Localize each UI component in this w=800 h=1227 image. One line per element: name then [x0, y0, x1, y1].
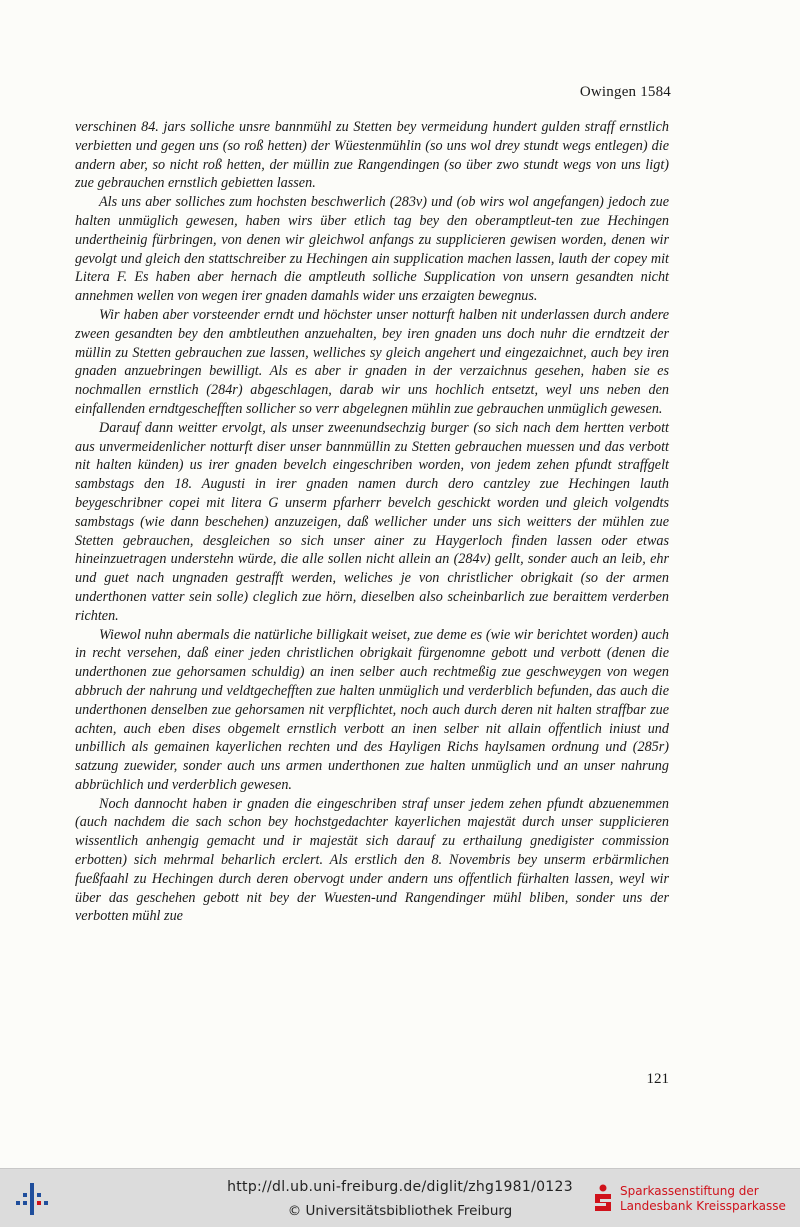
document-url[interactable]: http://dl.ub.uni-freiburg.de/diglit/zhg1981/0123 — [227, 1179, 573, 1195]
paragraph-5: Wiewol nuhn abermals die natürliche billigkait weiset, zue deme es (wie wir berichtet worden) auch in recht versehen, daß einer jeden christlichen obrigkait fürgenomne gebott und verbott (denen die underthonen zue gehorsamen schuldig) an inen selber auch rechtmeßig zue geschweygen von wegen abbruch der nahrung und veldtgechefften zue halten unmüglich und verderblich befunden, das auch die underthonen denselben zue gehorsamen nit verpflichtet, noch auch durch deren nit halten straffbar zue achten, auch eben dises obgemelt ernstlich verbott an inen selber nit allain offentlich iniust und unbillich als gemainen kayerlichen rechten und des Hayligen Richs haylsamen ordnung und (285r) satzung zuewider, sonder auch uns armen underthonen zue halten unmüglich und an unser nahrung abbrüchlich und verderblich gewesen. — [75, 626, 669, 793]
paragraph-3: Wir haben aber vorsteender erndt und höchster unser notturft halben nit underlassen durch andere zween gesandten bey den ambtleuthen anzuehalten, bey iren gnaden uns doch nuhr die erndtzeit der müllin zu Stetten gebrauchen zue lassen, welliches sy gleich angehert und eingezaichnet, auch bey iren gnaden anzuebringen bewilligt. Als es aber ir gnaden in der verzaichnus gesehen, haben sie es nochmallen ernstlich (284r) abgeschlagen, darab wir uns hochlich entsetzt, weyl uns neben den einfallenden erndtgeschefften sollicher so verr abgelegnen mühlin zue gebrauchen unmüglich gewesen. — [75, 306, 669, 417]
viewer-footer — [0, 1168, 800, 1227]
paragraph-6: Noch dannocht haben ir gnaden die eingeschriben straf unser jedem zehen pfundt abzuenemmen (auch nachdem die sach schon bey hochstgedachter kayerlichen majestät durch unser supplicieren wissentlich anhengig gemacht und ir majestät sich darauf zu erthailung gnedigister commission erbotten) sich mehrmal beharlich erclert. Als erstlich den 8. Novembris bey unserm erbärmlichen fueßfaahl zu Hechingen durch deren obervogt under andern uns offentlich fürhalten lassen, weyl wir über das geschehen gebott nit bey der Wuesten-und Rangendinger mühl bliben, sonder uns der verbotten mühl zue — [75, 795, 669, 925]
paragraph-4: Darauf dann weitter ervolgt, als unser zweenundsechzig burger (so sich nach dem hertten verbott aus unvermeidenlicher notturft diser unser bannmüllin zu Stetten gebrauchen muessen und das verbott nit halten künden) us irer gnaden bevelch eingeschriben worden, von jedem zehen pfundt straffgelt sambstags den 18. Augusti in irer gnaden namen durch dero cantzley zue Hechingen lauth beygeschribner copei mit litera G unserm pfarherr bevelch geschickt worden und gleich volgendts sambstags (wie dann beschehen) anzuzeigen, daß wellicher under uns sich weitters der mühlen zue Stetten gebrauchen, desgleichen so sich unser ainer zu Haygerloch finden lassen oder etwas hineinzuetragen understehn würde, die alle sollen nicht allein an (284v) gellt, sonder auch an leib, ehr und guet nach ungnaden gestrafft werden, weliches je von christlicher obrigkait (so der armen underthonen vatter sein solle) cleglich zue hörn, dieselben also scheinbarlich zue beraittem verderben richten. — [75, 419, 669, 624]
body-text — [75, 118, 669, 926]
sponsor-line-2: Landesbank Kreissparkasse — [620, 1199, 786, 1213]
paragraph-1: verschinen 84. jars solliche unsre bannmühl zu Stetten bey vermeidung hundert gulden straff ernstlich verbietten und gegen uns (so roß hetten) der Wüestenmühlin (so uns wol drey stundt wegs entlegen) die andern aber, so nicht roß hetten, der müllin zue Rangendingen (so über zwo stundt wegs von uns ligt) zue gebrauchen ernstlich gebietten lassen. — [75, 119, 669, 192]
sponsor-text[interactable] — [620, 1184, 795, 1214]
copyright-notice: © Universitätsbibliothek Freiburg — [287, 1203, 513, 1219]
running-head: Owingen 1584 — [579, 84, 671, 100]
sparkasse-logo-icon — [592, 1183, 614, 1213]
page-number: 121 — [646, 1071, 669, 1087]
paragraph-2: Als uns aber solliches zum hochsten beschwerlich (283v) und (ob wirs wol angefangen) jedoch zue halten unmüglich gewesen, haben wirs über etlich tag bey den oberamptleut-ten zue Hechingen undertheinig fürbringen, von denen wir gleichwol anfangs zu supplicieren gewisen worden, denen wir gevolgt und gleich den stattschreiber zu Hechingen ain supplication machen lassen, lauth der copey mit Litera F. Es haben aber hernach die amptleuth solliche Supplication von unsern gesandten nicht annehmen wellen von wegen irer gnaden damahls wider uns erzaigten bewegnus. — [75, 194, 669, 305]
sponsor-line-1: Sparkassenstiftung der — [620, 1184, 759, 1198]
